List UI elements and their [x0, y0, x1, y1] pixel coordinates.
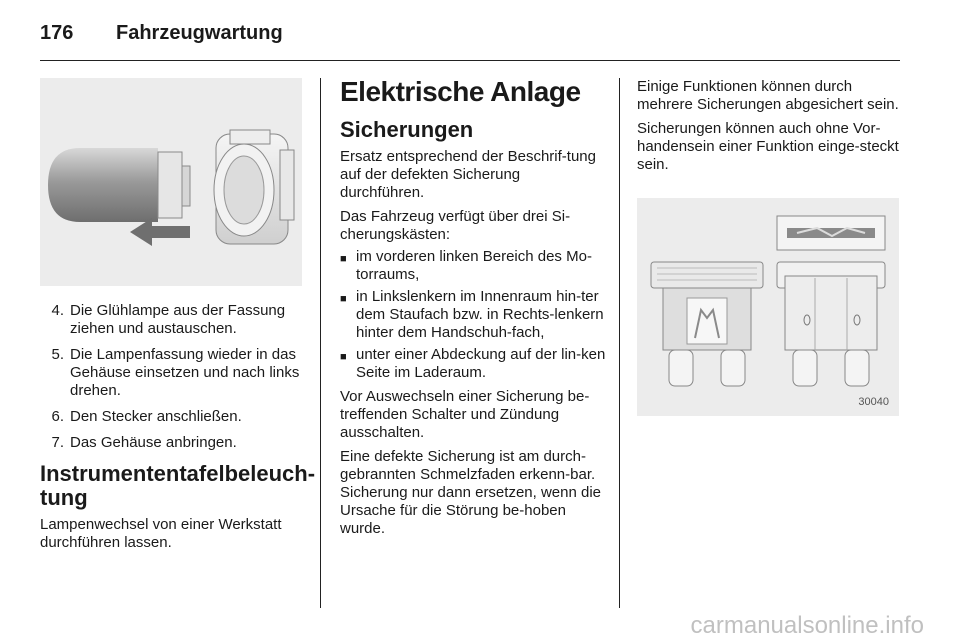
- paragraph: Sicherungen können auch ohne Vor-handensein einer Funktion einge-steckt sein.: [637, 120, 899, 173]
- chapter-title: Fahrzeugwartung: [116, 22, 283, 44]
- list-item: 4. Die Glühlampe aus der Fassung ziehen und austauschen.: [51, 302, 286, 337]
- list-item: ■ unter einer Abdeckung auf der lin-ken Seite im Laderaum.: [340, 346, 606, 381]
- fuse-right: [777, 262, 885, 386]
- subsection-title: Sicherungen: [340, 117, 474, 142]
- lamp-socket: [214, 130, 294, 244]
- fuse-top-view: [777, 216, 885, 250]
- bullet-icon: ■: [340, 351, 347, 363]
- steps-list: [40, 302, 310, 460]
- section-heading-instrument-lighting: Instrumententafelbeleuch-tung: [40, 461, 316, 510]
- section-title: Elektrische Anlage: [340, 76, 581, 107]
- list-item: 5. Die Lampenfassung wieder in das Gehäuse einsetzen und nach links drehen.: [51, 346, 300, 399]
- right-text-block: [637, 78, 905, 174]
- bulb-figure: [40, 78, 302, 286]
- paragraph: Eine defekte Sicherung ist am durch-gebrannten Schmelzfaden erkenn-bar. Sicherung nur dann ersetzen, wenn die Ursache für die Störung be-hoben wurde.: [340, 448, 602, 537]
- bulb-base: [158, 152, 182, 218]
- paragraph: Einige Funktionen können durch mehrere Sicherungen abgesichert sein.: [637, 78, 899, 113]
- paragraph: Ersatz entsprechend der Beschrif-tung auf der defekten Sicherung durchführen.: [340, 148, 596, 201]
- direction-arrow: [130, 218, 190, 246]
- fuse-figure: [637, 198, 899, 416]
- list-item: ■ in Linkslenkern im Innenraum hin-ter dem Staufach bzw. in Rechts-lenkern hinter dem Handschuh-fach,: [340, 288, 604, 341]
- watermark: carmanualsonline.info: [690, 612, 924, 639]
- header-rule: [40, 60, 900, 61]
- list-item: 7. Das Gehäuse anbringen.: [51, 434, 237, 451]
- paragraph: Das Fahrzeug verfügt über drei Si-cherungskästen:: [340, 208, 571, 243]
- list-item: ■ im vorderen linken Bereich des Mo-torraums,: [340, 248, 592, 283]
- paragraph: Lampenwechsel von einer Werkstatt durchführen lassen.: [40, 516, 282, 551]
- list-item: 6. Den Stecker anschließen.: [51, 408, 242, 425]
- column-divider-left: [320, 78, 321, 608]
- page-number: 176: [40, 22, 74, 44]
- fuse-left: [651, 262, 763, 386]
- column-divider-right: [619, 78, 620, 608]
- figure-number: 30040: [858, 396, 889, 408]
- middle-text-block: [340, 148, 606, 538]
- bulb-glass: [48, 148, 158, 222]
- bullet-icon: ■: [340, 293, 347, 305]
- bullet-icon: ■: [340, 253, 347, 265]
- paragraph: Vor Auswechseln einer Sicherung be-treffenden Schalter und Zündung ausschalten.: [340, 388, 590, 441]
